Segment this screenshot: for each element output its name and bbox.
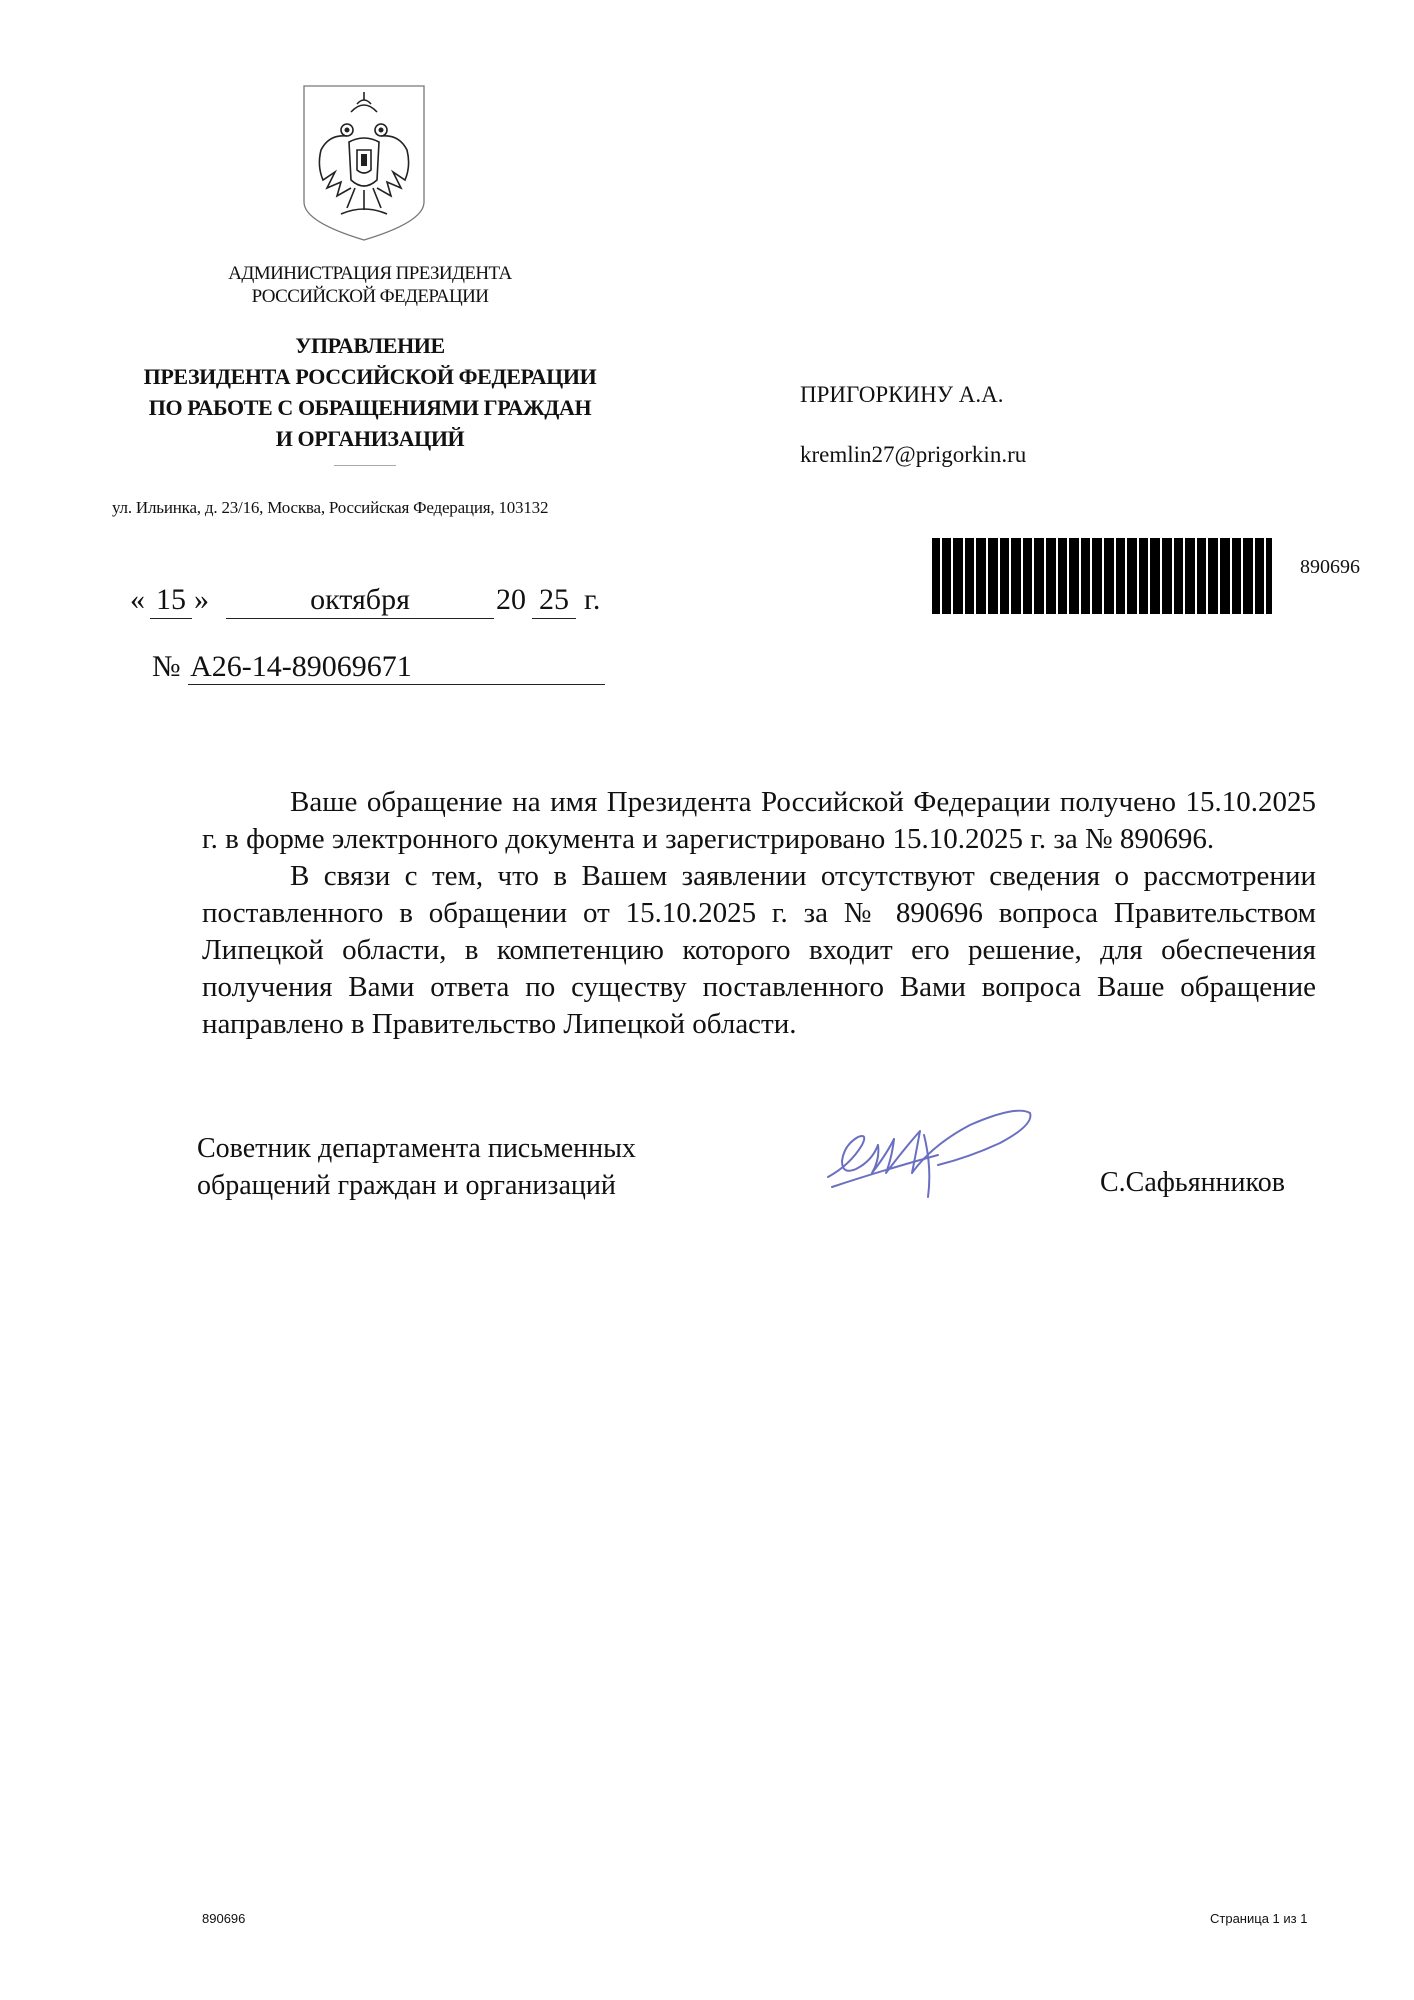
date-year-suffix: 25 <box>532 582 576 619</box>
barcode <box>932 538 1272 614</box>
sender-address: ул. Ильинка, д. 23/16, Москва, Российская Федерация, 103132 <box>112 498 549 517</box>
date-month: октября <box>226 582 494 619</box>
dept-line: ПО РАБОТЕ С ОБРАЩЕНИЯМИ ГРАЖДАН <box>148 395 592 420</box>
state-emblem-icon <box>301 84 427 242</box>
signer-position-line: Советник департамента письменных <box>197 1133 636 1164</box>
dept-line: УПРАВЛЕНИЕ <box>295 333 445 358</box>
date-close-quote: » <box>194 583 209 616</box>
admin-line: АДМИНИСТРАЦИЯ ПРЕЗИДЕНТА <box>228 263 512 284</box>
signer-name: С.Сафьянников <box>1100 1167 1285 1198</box>
recipient-name: ПРИГОРКИНУ А.А. <box>800 382 1004 407</box>
body-paragraph: Ваше обращение на имя Президента Российской Федерации получено 15.10.2025 г. в форме электронного документа и зарегистрировано 15.10.2025 г. за № 890696. <box>202 786 1316 855</box>
registration-number <box>152 650 605 685</box>
dept-line: ПРЕЗИДЕНТА РОССИЙСКОЙ ФЕДЕРАЦИИ <box>143 364 597 389</box>
signer-position-line: обращений граждан и организаций <box>197 1170 616 1201</box>
letter-body <box>202 784 1316 1043</box>
dept-line: И ОРГАНИЗАЦИЙ <box>275 426 465 451</box>
footer-document-number: 890696 <box>202 1911 246 1926</box>
date-open-quote: « <box>130 583 145 616</box>
recipient-email: kremlin27@prigorkin.ru <box>800 442 1027 467</box>
signer-position <box>197 1130 757 1204</box>
registration-value: А26-14-89069671 <box>188 650 605 685</box>
body-paragraph: В связи с тем, что в Вашем заявлении отсутствуют сведения о рассмотрении поставленного в обращении от 15.10.2025 г. за № 890696 вопроса Правительством Липецкой области, в компетенцию которого входит его решение, для обеспечения получения Вами ответа по существу поставленного Вами вопроса Ваше обращение направлено в Правительство Липецкой области. <box>202 860 1316 1040</box>
date-year-prefix: 20 <box>496 583 526 616</box>
heading-divider <box>334 465 396 466</box>
admin-line: РОССИЙСКОЙ ФЕДЕРАЦИИ <box>251 286 489 307</box>
administration-heading <box>150 262 590 308</box>
handwritten-signature <box>820 1095 1040 1205</box>
barcode-number: 890696 <box>1300 556 1360 578</box>
date-year-unit: г. <box>584 583 601 616</box>
footer-page-info: Страница 1 из 1 <box>1210 1911 1308 1926</box>
date-day: 15 <box>150 582 192 619</box>
department-heading <box>110 330 630 454</box>
number-sign: № <box>152 650 181 683</box>
